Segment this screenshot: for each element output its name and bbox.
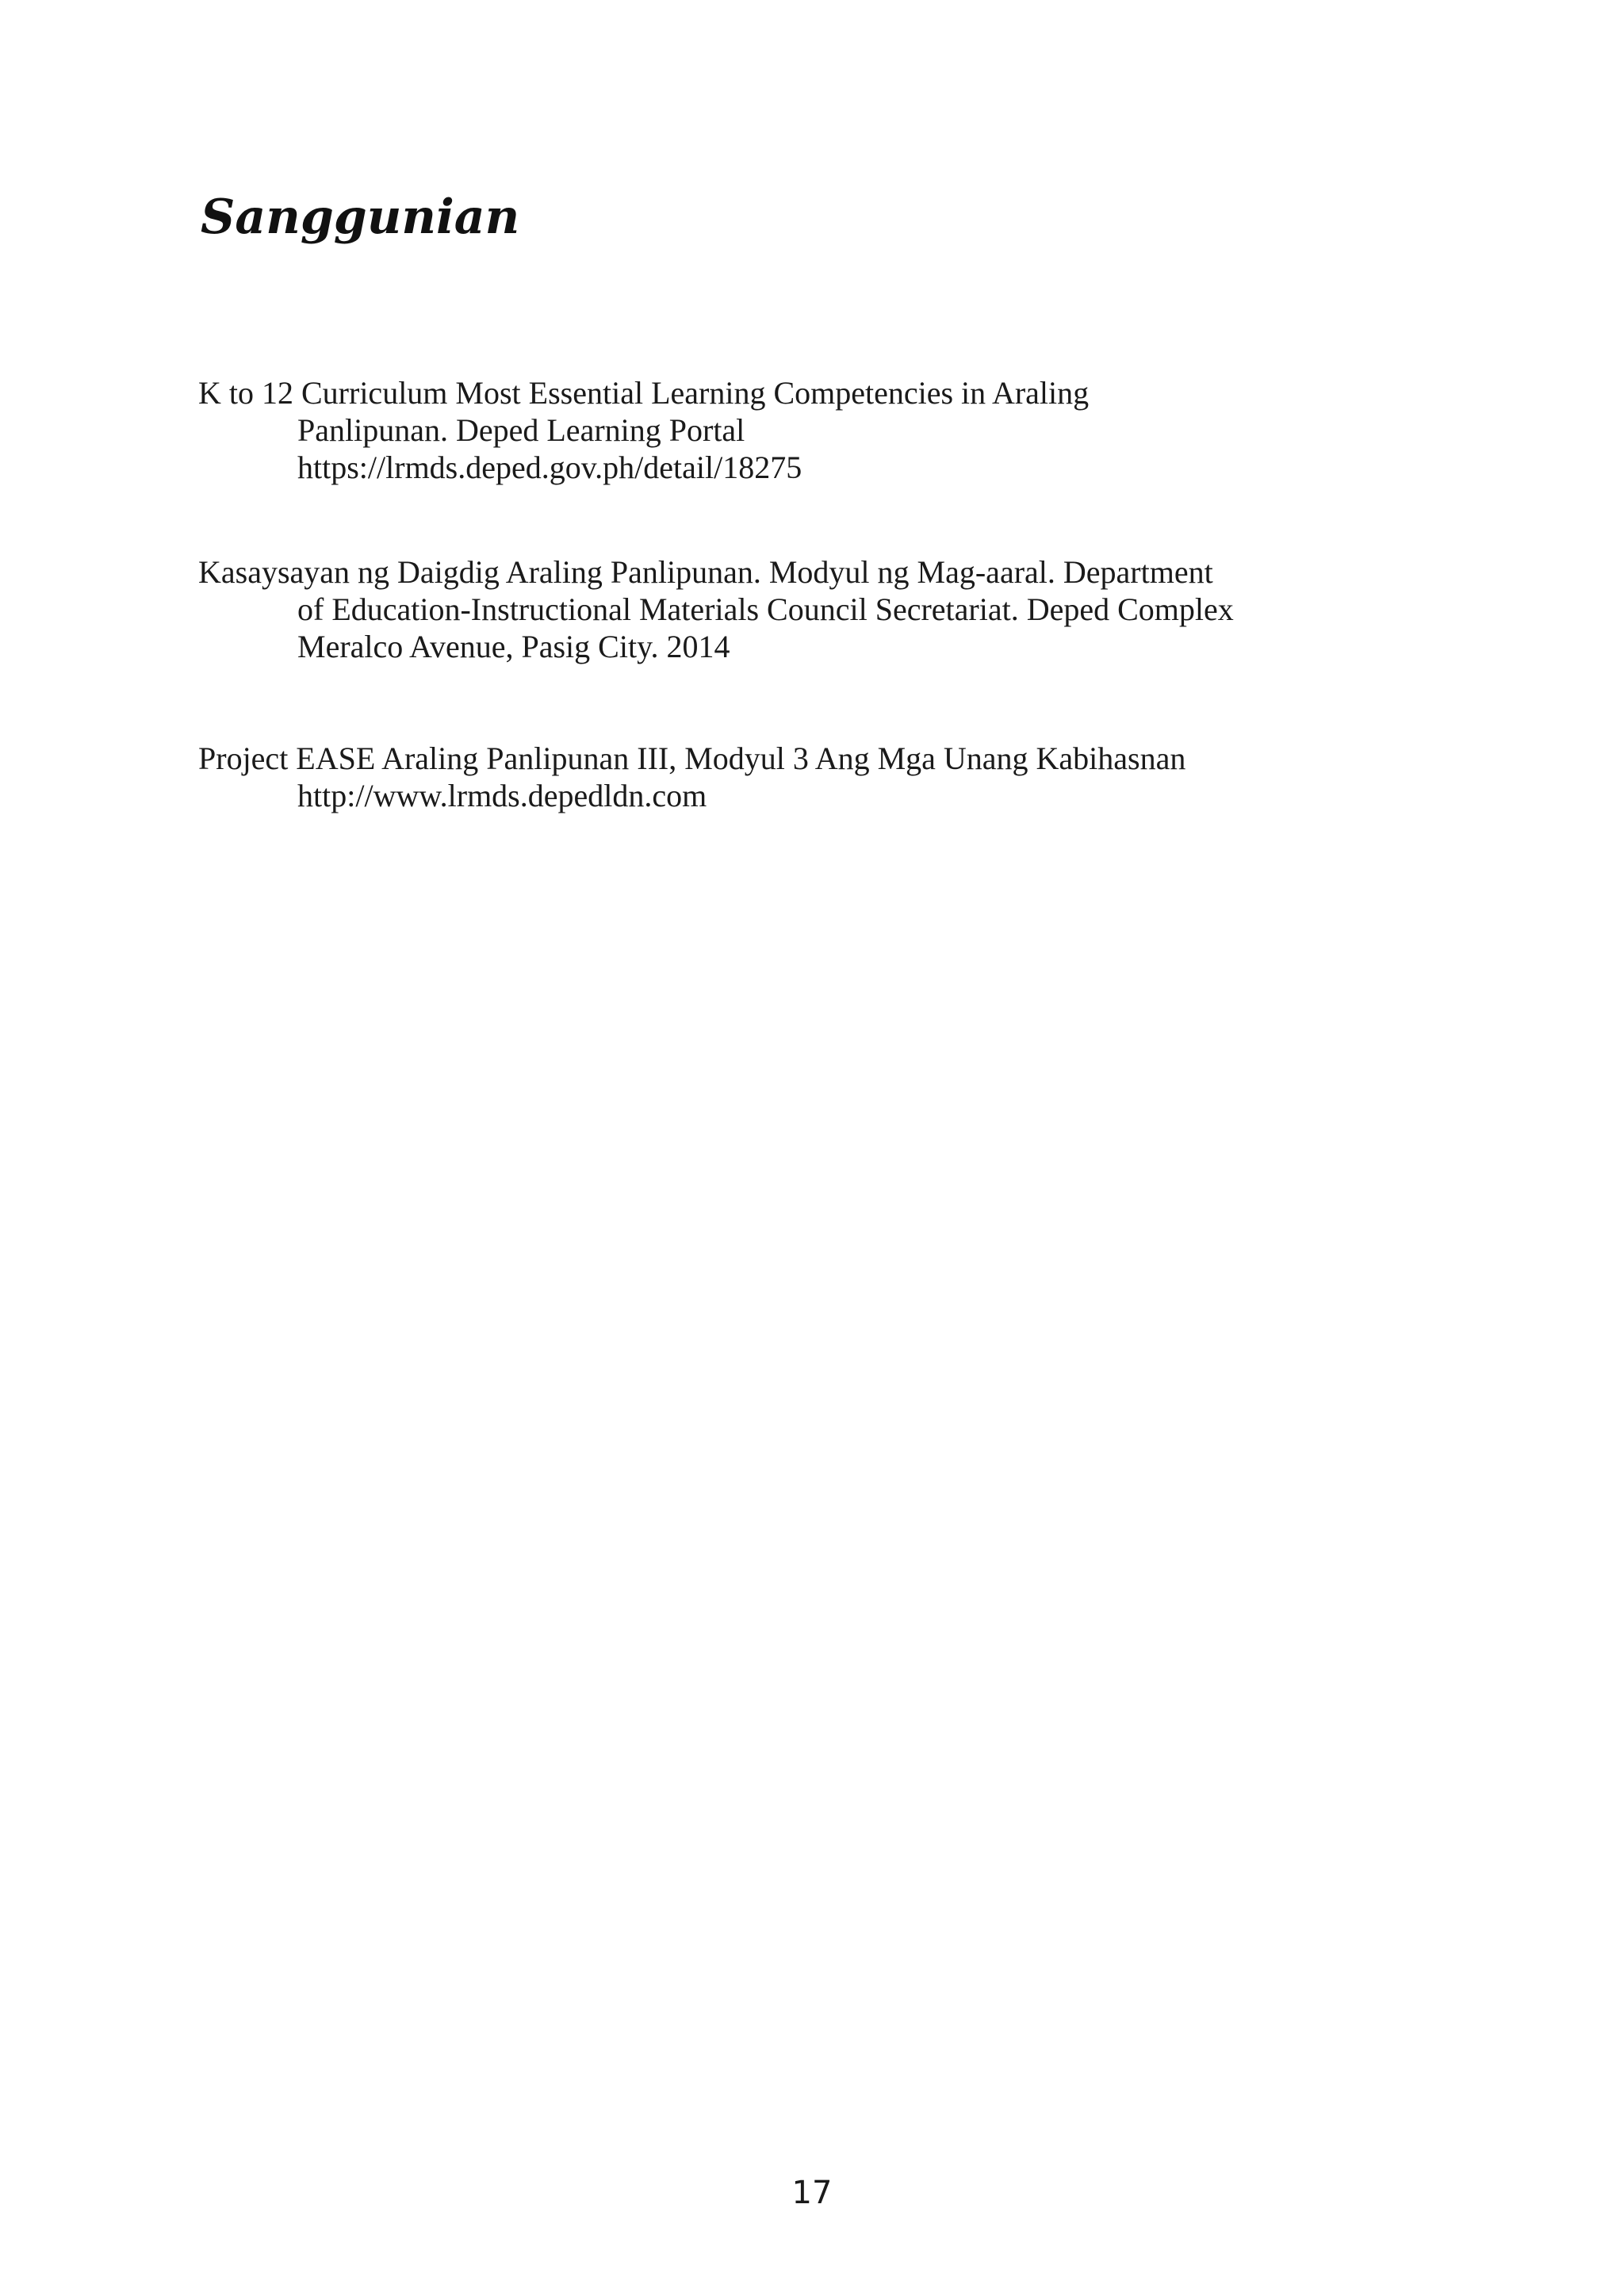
reference-line: of Education-Instructional Materials Council Secretariat. Deped Complex <box>297 591 1234 627</box>
reference-item <box>198 740 1185 814</box>
reference-url: https://lrmds.deped.gov.ph/detail/18275 <box>297 450 802 485</box>
reference-line: Kasaysayan ng Daigdig Araling Panlipunan. Modyul ng Mag-aaral. Department <box>198 554 1213 590</box>
reference-line: K to 12 Curriculum Most Essential Learning Competencies in Araling <box>198 375 1090 411</box>
reference-line: Project EASE Araling Panlipunan III, Modyul 3 Ang Mga Unang Kabihasnan <box>198 740 1186 776</box>
reference-line: Panlipunan. Deped Learning Portal <box>297 412 745 448</box>
reference-url: http://www.lrmds.depedldn.com <box>297 778 707 813</box>
reference-item <box>198 553 1234 665</box>
reference-line: Meralco Avenue, Pasig City. 2014 <box>297 629 730 664</box>
reference-item <box>198 374 1089 486</box>
page-title: Sanggunian <box>201 189 520 245</box>
page-number: 17 <box>791 2175 833 2211</box>
